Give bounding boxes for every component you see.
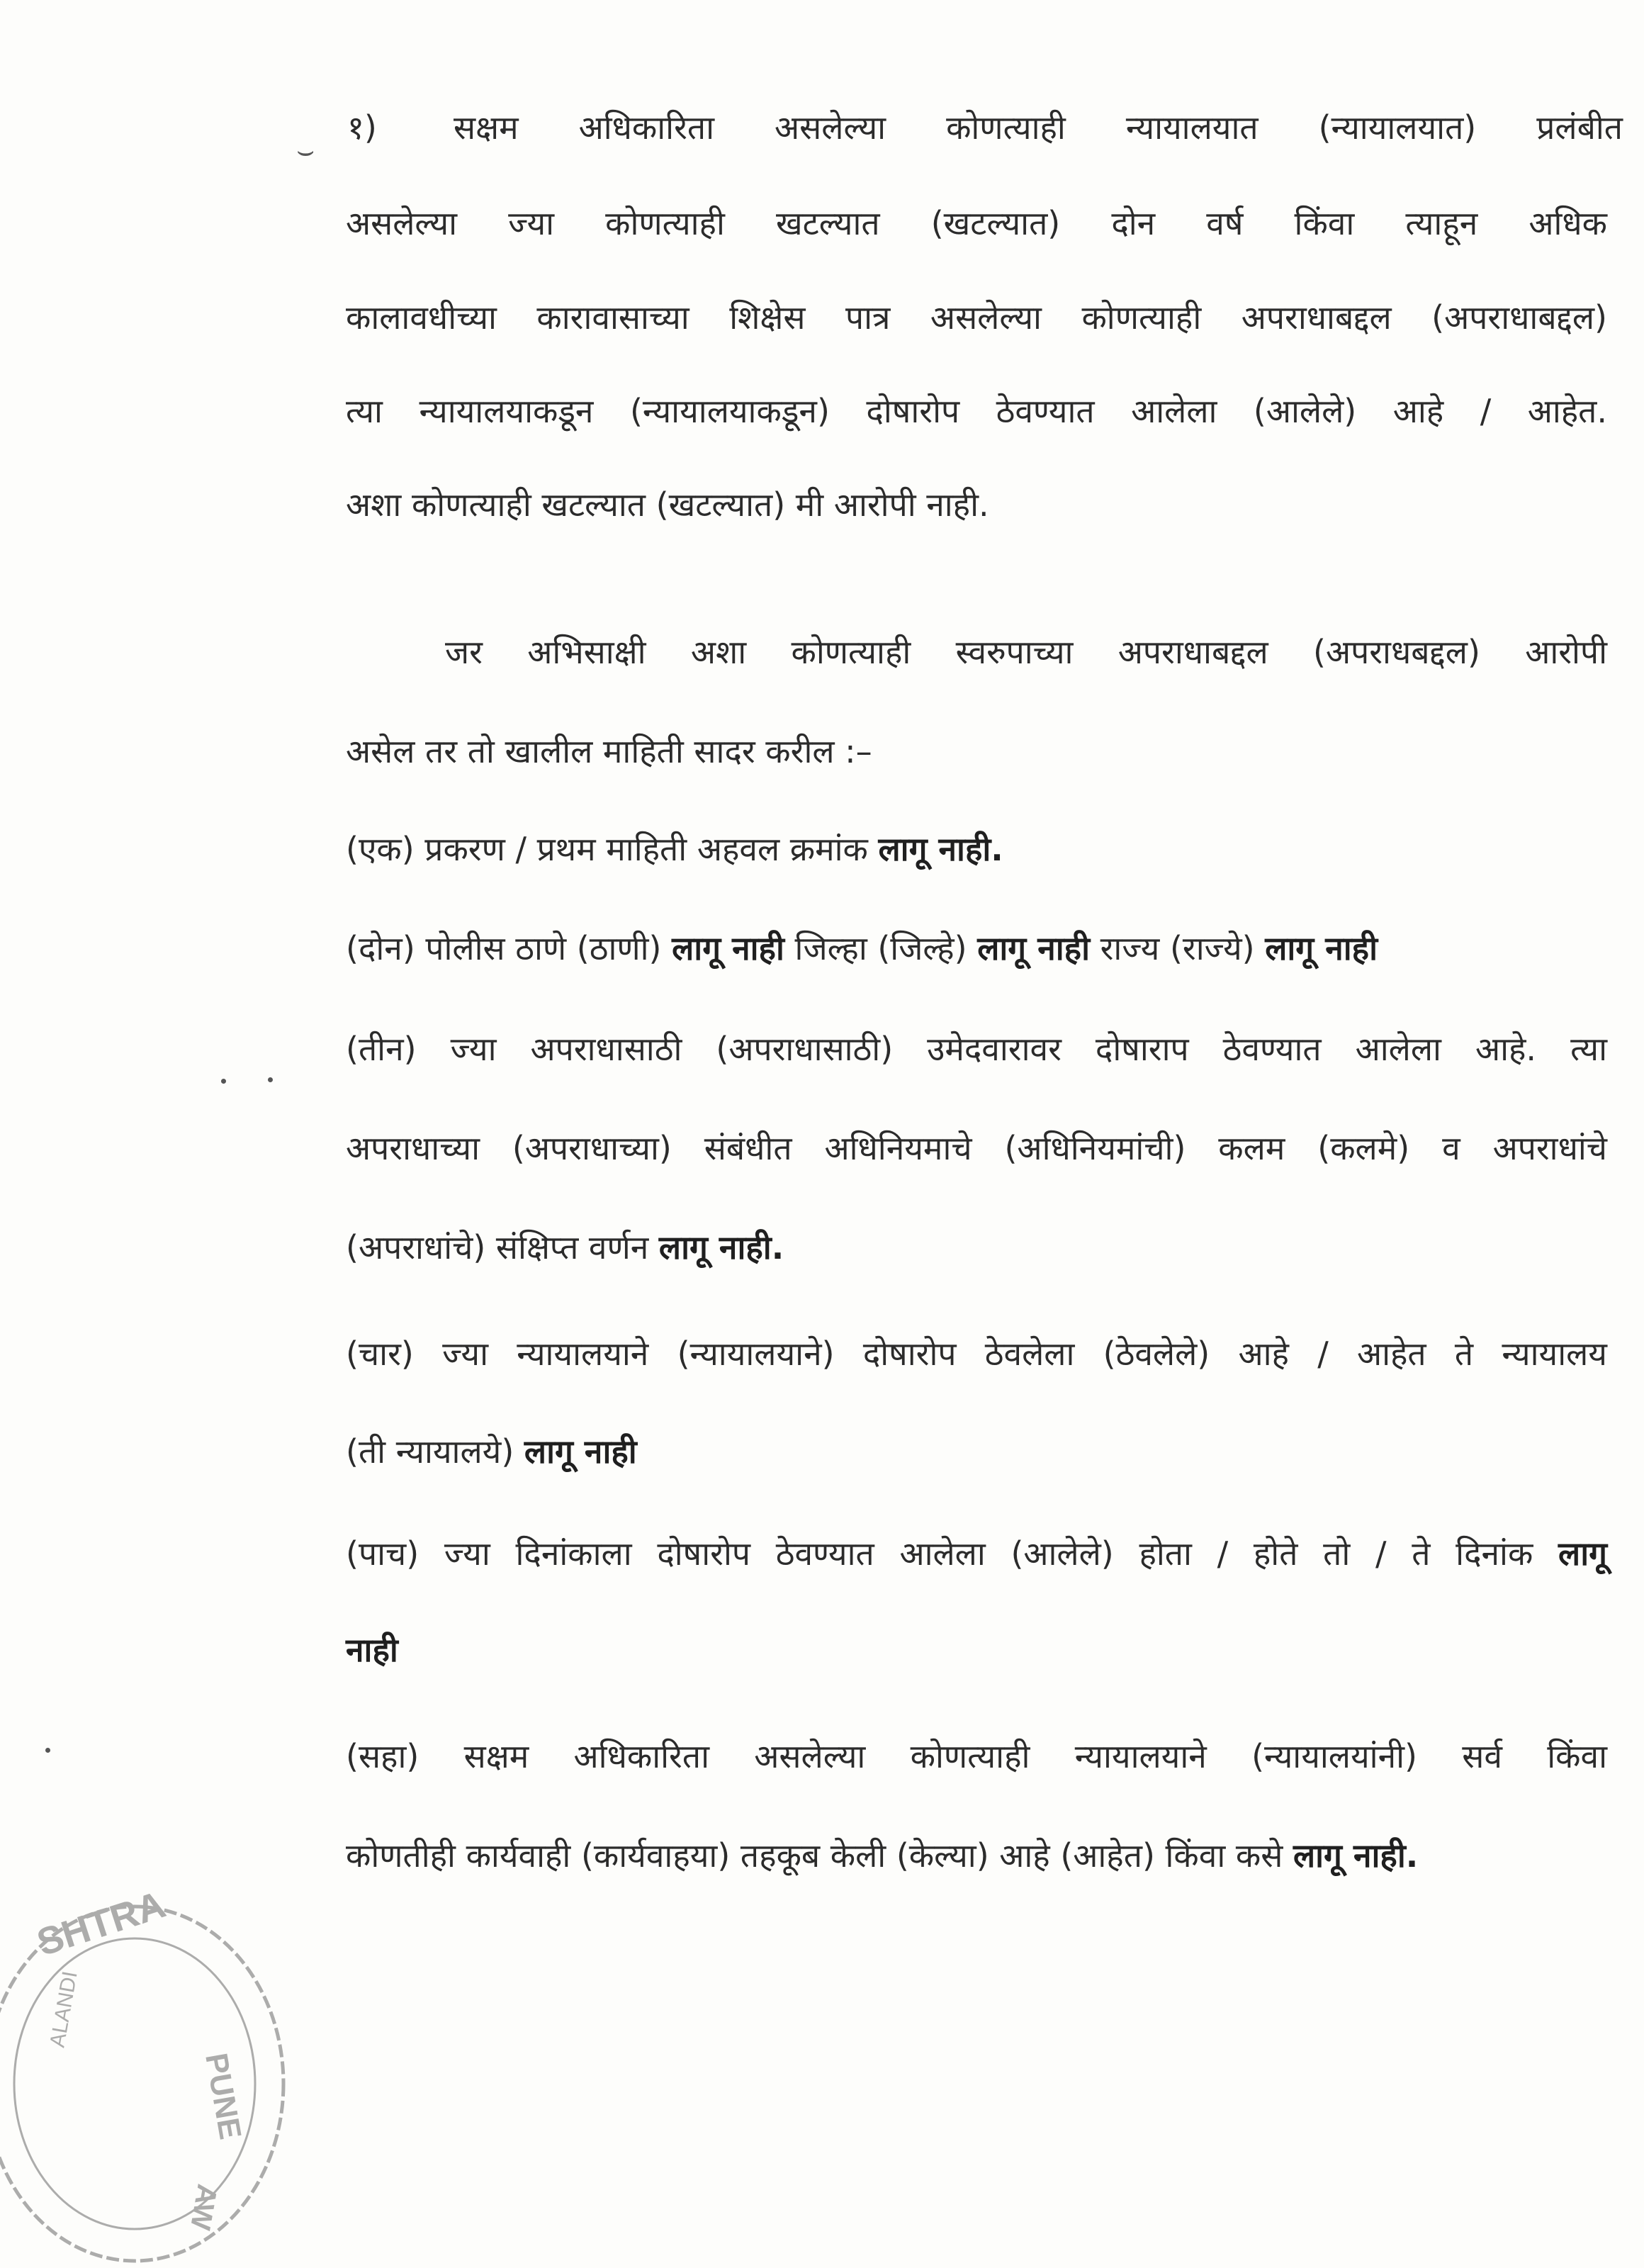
- item-saha-label: कोणतीही कार्यवाही (कार्यवाहया) तहकूब केली (केल्या) आहे (आहेत) किंवा कसे: [346, 1836, 1293, 1875]
- item-saha-value: लागू नाही.: [1293, 1836, 1419, 1875]
- item-don: [346, 927, 1621, 970]
- margin-dot: [221, 1079, 226, 1084]
- item-ek-value: लागू नाही.: [878, 830, 1003, 868]
- item-teen-value: लागू नाही.: [658, 1228, 784, 1267]
- item-teen-line: अपराधाच्या (अपराधाच्या) संबंधीत अधिनियमाचे (अधिनियमांची) कलम (कलमे) व अपराधांचे: [346, 1129, 1607, 1167]
- para2-line: जर अभिसाक्षी अशा कोणत्याही स्वरुपाच्या अपराधाबद्दल (अपराधबद्दल) आरोपी: [445, 633, 1607, 671]
- para1-line: अशा कोणत्याही खटल्यात (खटल्यात) मी आरोपी नाही.: [346, 485, 989, 524]
- item-pach-value: लागू: [1558, 1534, 1607, 1573]
- svg-text:AW: AW: [184, 2182, 223, 2233]
- item-ek-label: (एक) प्रकरण / प्रथम माहिती अहवल क्रमांक: [346, 830, 879, 868]
- item-don-value: लागू नाही: [672, 929, 784, 967]
- item-don-value: लागू नाही: [977, 929, 1090, 967]
- item-pach-label: (पाच) ज्या दिनांकाला दोषारोप ठेवण्यात आलेला (आलेले) होता / होते तो / ते दिनांक: [346, 1534, 1558, 1573]
- para1-number: १): [347, 108, 377, 147]
- item-char-label: (ती न्यायालये): [346, 1432, 524, 1471]
- item-ek: [346, 828, 1003, 870]
- para1-line: त्या न्यायालयाकडून (न्यायालयाकडून) दोषारोप ठेवण्यात आलेला (आलेले) आहे / आहेत.: [346, 392, 1607, 430]
- margin-tick-mark: ⌣: [296, 135, 315, 167]
- item-char-line: [346, 1430, 637, 1473]
- para1-line: सक्षम अधिकारिता असलेल्या कोणत्याही न्यायालयात (न्यायालयात) प्रलंबीत: [454, 108, 1623, 147]
- svg-text:PUNE: PUNE: [198, 2050, 248, 2143]
- item-char-line: (चार) ज्या न्यायालयाने (न्यायालयाने) दोषारोप ठेवलेला (ठेवलेले) आहे / आहेत ते न्यायालय: [346, 1335, 1607, 1373]
- svg-text:SHTRA: SHTRA: [32, 1882, 171, 1965]
- svg-text:ALANDI: ALANDI: [45, 1969, 82, 2050]
- item-char-value: लागू नाही: [524, 1432, 637, 1471]
- item-don-value: लागू नाही: [1265, 929, 1378, 967]
- office-stamp-seal: [0, 1871, 298, 2268]
- item-saha-line: [346, 1834, 1607, 1877]
- margin-dot: [45, 1748, 50, 1753]
- item-don-label: (दोन) पोलीस ठाणे (ठाणी): [346, 929, 672, 967]
- item-teen-line: [346, 1226, 784, 1269]
- item-teen-label: (अपराधांचे) संक्षिप्त वर्णन: [346, 1228, 659, 1267]
- item-pach-line: [346, 1532, 1607, 1575]
- item-pach-value-cont: नाही: [346, 1631, 398, 1669]
- margin-dot: [268, 1077, 273, 1082]
- para1-line: कालावधीच्या कारावासाच्या शिक्षेस पात्र असलेल्या कोणत्याही अपराधाबद्दल (अपराधाबद्दल): [346, 298, 1607, 337]
- item-teen-line: (तीन) ज्या अपराधासाठी (अपराधासाठी) उमेदवारावर दोषाराप ठेवण्यात आलेला आहे. त्या: [346, 1030, 1607, 1068]
- para2-line: असेल तर तो खालील माहिती सादर करील :–: [346, 732, 872, 770]
- item-saha-line: (सहा) सक्षम अधिकारिता असलेल्या कोणत्याही न्यायालयाने (न्यायालयांनी) सर्व किंवा: [346, 1737, 1607, 1775]
- item-don-label: राज्य (राज्ये): [1090, 929, 1266, 967]
- para1-line: असलेल्या ज्या कोणत्याही खटल्यात (खटल्यात) दोन वर्ष किंवा त्याहून अधिक: [346, 204, 1607, 242]
- item-don-label: जिल्हा (जिल्हे): [784, 929, 978, 967]
